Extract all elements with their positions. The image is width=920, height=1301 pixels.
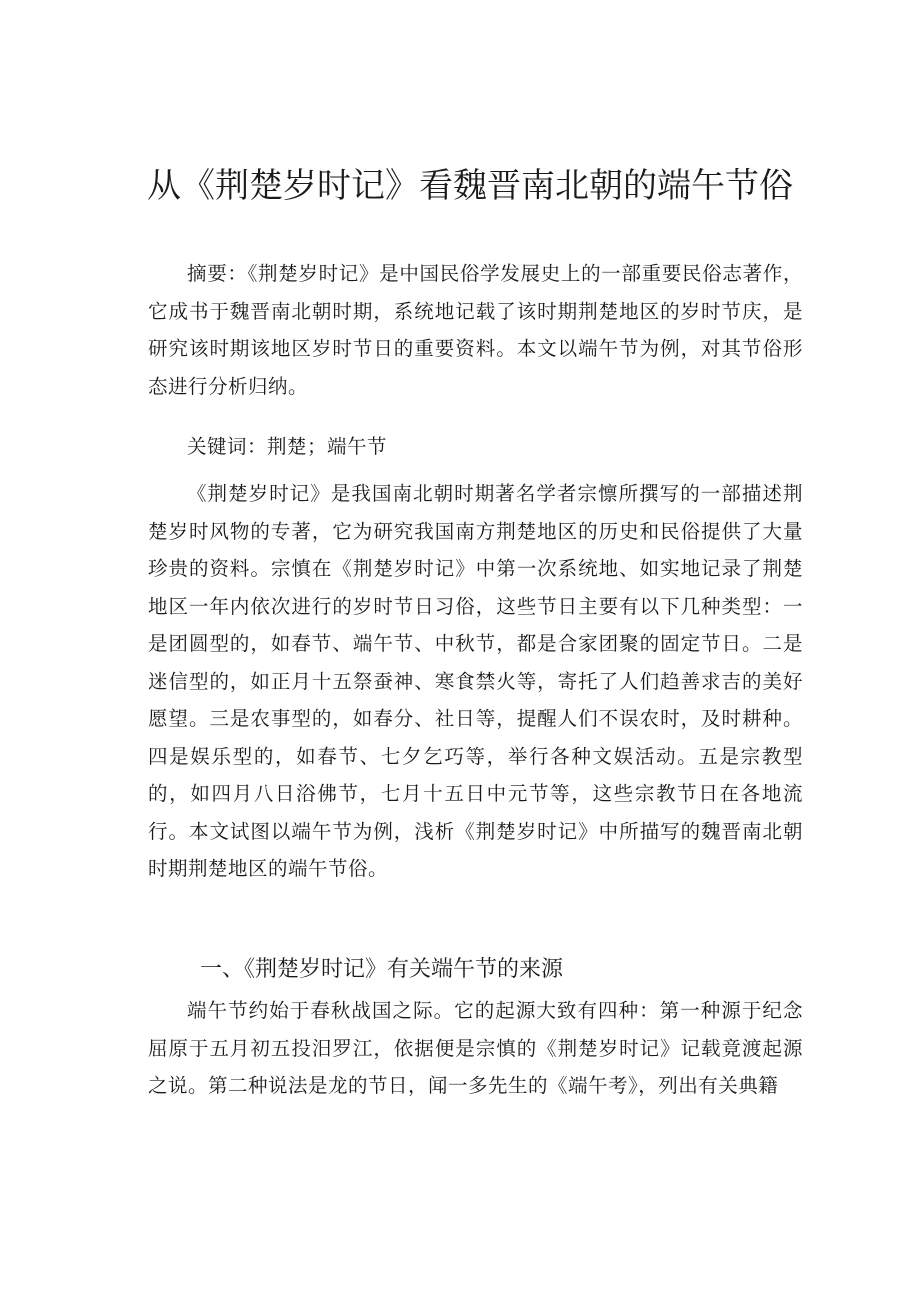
section-1-paragraph: 端午节约始于春秋战国之际。它的起源大致有四种：第一种源于纪念屈原于五月初五投汨罗江，依据便是宗慎的《荆楚岁时记》记载竟渡起源之说。第二种说法是龙的节日，闻一多先生的《端午考》，列出有关典籍 — [148, 999, 803, 1097]
document-title: 从《荆楚岁时记》看魏晋南北朝的端午节俗 — [147, 166, 793, 206]
abstract-paragraph: 摘要：《荆楚岁时记》是中国民俗学发展史上的一部重要民俗志著作，它成书于魏晋南北朝时期，系统地记载了该时期荆楚地区的岁时节庆，是研究该时期该地区岁时节日的重要资料。本文以端午节为例，对其节俗形态进行分析归纳。 — [148, 262, 803, 398]
keywords-paragraph: 关键词：荆楚；端午节 — [187, 435, 388, 458]
section-heading-1: 一、《荆楚岁时记》有关端午节的来源 — [200, 957, 564, 982]
intro-paragraph: 《荆楚岁时记》是我国南北朝时期著名学者宗懔所撰写的一部描述荆楚岁时风物的专著，它为研究我国南方荆楚地区的历史和民俗提供了大量珍贵的资料。宗慎在《荆楚岁时记》中第一次系统地、如实地记录了荆楚地区一年内依次进行的岁时节日习俗，这些节日主要有以下几种类型：一是团圆型的，如春节、端午节、中秋节，都是合家团聚的固定节日。二是迷信型的，如正月十五祭蚕神、寒食禁火等，寄托了人们趋善求吉的美好愿望。三是农事型的，如春分、社日等，提醒人们不误农时，及时耕种。四是娱乐型的，如春节、七夕乞巧等，举行各种文娱活动。五是宗教型的，如四月八日浴佛节，七月十五日中元节等，这些宗教节日在各地流行。本文试图以端午节为例，浅析《荆楚岁时记》中所描写的魏晋南北朝时期荆楚地区的端午节俗。 — [148, 482, 803, 880]
